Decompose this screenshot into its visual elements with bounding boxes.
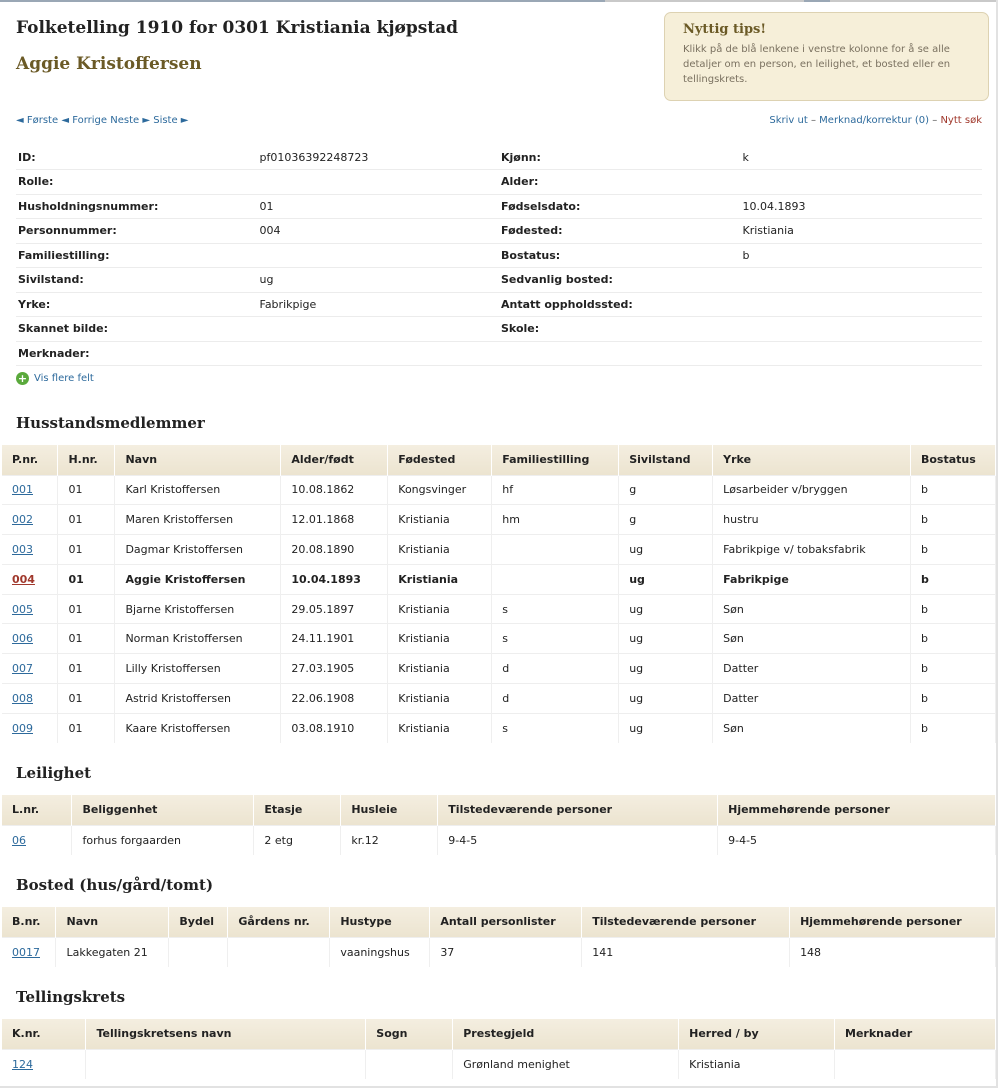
household-column-header: H.nr. [58,445,115,475]
apartment-cell [2,825,72,855]
residence-column-header: Hjemmehørende personer [790,907,996,937]
household-cell: Kristiania [388,624,492,654]
new-search-link[interactable]: Nytt søk [940,115,982,126]
show-more-fields-label[interactable]: Vis flere felt [34,373,94,384]
record-actions [769,115,982,126]
detail-value [741,292,983,317]
household-cell: 29.05.1897 [281,594,388,624]
page-title: Folketelling 1910 for 0301 Kristiania kjøpstad [16,18,459,38]
next-link[interactable]: Neste ► [110,115,151,126]
detail-label: Husholdningsnummer: [16,194,258,219]
household-cell: ug [619,654,713,684]
household-cell: hf [492,475,619,505]
household-cell: s [492,624,619,654]
household-cell: 01 [58,654,115,684]
table-row [2,475,996,505]
apartment-section-title: Leilighet [16,764,92,782]
table-row [2,684,996,714]
apartment-column-header: Tilstedeværende personer [438,795,718,825]
details-row [16,317,982,342]
apartment-cell: kr.12 [341,825,438,855]
district-column-header: Herred / by [679,1019,835,1049]
household-record-link[interactable]: 005 [12,602,33,616]
household-cell: Norman Kristoffersen [115,624,281,654]
household-cell: hm [492,505,619,535]
household-cell [2,564,58,594]
district-column-header: Tellingskretsens navn [86,1019,366,1049]
residence-table [2,907,996,967]
detail-value [258,317,500,342]
household-cell: 10.04.1893 [281,564,388,594]
detail-label: Fødested: [499,219,741,244]
household-cell: 01 [58,564,115,594]
household-cell: Aggie Kristoffersen [115,564,281,594]
details-row [16,292,982,317]
household-record-link[interactable]: 002 [12,513,33,527]
household-cell: 01 [58,713,115,743]
household-cell [2,654,58,684]
district-cell [366,1049,453,1079]
detail-value [741,341,983,366]
remark-link[interactable]: Merknad/korrektur (0) [819,115,930,126]
household-cell: 01 [58,505,115,535]
district-cell [86,1049,366,1079]
residence-cell [169,937,228,967]
detail-label: Skole: [499,317,741,342]
details-row [16,219,982,244]
table-row [2,564,996,594]
household-cell: 20.08.1890 [281,535,388,565]
household-cell: Astrid Kristoffersen [115,684,281,714]
household-cell: 01 [58,624,115,654]
table-row [2,937,996,967]
household-column-header: P.nr. [2,445,58,475]
detail-value: Fabrikpige [258,292,500,317]
household-cell: ug [619,564,713,594]
detail-label: ID: [16,145,258,170]
household-cell: s [492,713,619,743]
detail-value [741,170,983,195]
household-cell: Fabrikpige [713,564,911,594]
household-cell: b [910,505,995,535]
household-cell: b [910,654,995,684]
detail-label: Antatt oppholdssted: [499,292,741,317]
household-cell: ug [619,624,713,654]
apartment-cell: forhus forgaarden [72,825,254,855]
household-column-header: Bostatus [910,445,995,475]
residence-cell: 37 [430,937,582,967]
detail-value: 01 [258,194,500,219]
household-cell: b [910,535,995,565]
household-cell: Søn [713,624,911,654]
residence-section-title: Bosted (hus/gård/tomt) [16,876,214,894]
household-record-link[interactable]: 001 [12,483,33,497]
plus-circle-icon: + [17,372,28,385]
browser-tab-strip [0,0,605,2]
residence-column-header: Antall personlister [430,907,582,937]
household-cell: Kristiania [388,564,492,594]
household-record-link[interactable]: 004 [12,572,35,586]
residence-record-link[interactable]: 0017 [12,945,40,959]
household-cell [2,505,58,535]
table-row [2,535,996,565]
district-section-title: Tellingskrets [16,988,126,1006]
detail-label: Merknader: [16,341,258,366]
table-row [2,505,996,535]
household-cell [2,624,58,654]
household-cell: b [910,684,995,714]
details-row [16,243,982,268]
apartment-cell: 9-4-5 [718,825,996,855]
apartment-column-header: Etasje [254,795,341,825]
household-record-link[interactable]: 003 [12,542,33,556]
household-cell [2,475,58,505]
household-cell: ug [619,594,713,624]
household-cell: Kristiania [388,594,492,624]
table-row [2,624,996,654]
district-cell [835,1049,996,1079]
household-cell: ug [619,535,713,565]
residence-column-header: Tilstedeværende personer [582,907,790,937]
household-cell: Bjarne Kristoffersen [115,594,281,624]
household-cell: Kristiania [388,535,492,565]
table-row [2,825,996,855]
person-name-heading: Aggie Kristoffersen [16,54,202,74]
household-cell: Karl Kristoffersen [115,475,281,505]
detail-value: b [741,243,983,268]
household-cell: b [910,564,995,594]
first-link[interactable]: ◄ Første [16,115,59,126]
detail-label: Yrke: [16,292,258,317]
household-column-header: Yrke [713,445,911,475]
residence-cell: Lakkegaten 21 [56,937,169,967]
apartment-cell: 2 etg [254,825,341,855]
residence-cell [228,937,330,967]
browser-tab-strip-right [804,0,830,2]
household-cell: 27.03.1905 [281,654,388,684]
household-record-link[interactable]: 007 [12,662,33,676]
household-cell: 01 [58,684,115,714]
apartment-column-header: Hjemmehørende personer [718,795,996,825]
household-cell: Kristiania [388,505,492,535]
detail-value [258,170,500,195]
tips-text: Klikk på de blå lenkene i venstre kolonne for å se alle detaljer om en person, en leilighet, et bosted eller en tellingskrets. [683,44,951,85]
apartment-cell: 9-4-5 [438,825,718,855]
details-row [16,194,982,219]
household-cell: Søn [713,594,911,624]
household-cell: d [492,684,619,714]
last-link[interactable]: Siste ► [153,115,189,126]
detail-value: ug [258,268,500,293]
district-column-header: Prestegjeld [453,1019,679,1049]
detail-label: Bostatus: [499,243,741,268]
household-cell: ug [619,684,713,714]
separator: – [810,115,816,126]
household-cell: 22.06.1908 [281,684,388,714]
household-cell: 12.01.1868 [281,505,388,535]
household-cell [492,564,619,594]
table-row [2,713,996,743]
household-cell [2,594,58,624]
detail-label [499,341,741,366]
table-row [2,1049,996,1079]
household-column-header: Navn [115,445,281,475]
household-cell: 24.11.1901 [281,624,388,654]
household-cell: Kongsvinger [388,475,492,505]
detail-value: 10.04.1893 [741,194,983,219]
detail-label: Rolle: [16,170,258,195]
show-more-fields-link[interactable] [16,372,94,385]
detail-label: Skannet bilde: [16,317,258,342]
household-table [2,445,996,743]
apartment-column-header: L.nr. [2,795,72,825]
household-cell: Dagmar Kristoffersen [115,535,281,565]
household-cell: Maren Kristoffersen [115,505,281,535]
household-column-header: Alder/født [281,445,388,475]
household-cell: Datter [713,684,911,714]
residence-cell: 141 [582,937,790,967]
detail-value [258,341,500,366]
detail-label: Personnummer: [16,219,258,244]
household-cell: b [910,713,995,743]
household-cell: Kristiania [388,654,492,684]
residence-column-header: Gårdens nr. [228,907,330,937]
person-details-table [16,145,982,366]
district-table [2,1019,996,1079]
table-row [2,654,996,684]
previous-link[interactable]: ◄ Forrige [61,115,108,126]
tips-box [664,12,989,101]
detail-value [741,317,983,342]
household-record-link[interactable]: 008 [12,691,33,705]
household-cell: Lilly Kristoffersen [115,654,281,684]
record-pager [16,115,189,126]
household-column-header: Sivilstand [619,445,713,475]
apartment-column-header: Husleie [341,795,438,825]
apartment-record-link[interactable]: 06 [12,833,26,847]
district-record-link[interactable]: 124 [12,1057,33,1071]
household-cell: 03.08.1910 [281,713,388,743]
household-cell: d [492,654,619,684]
detail-label: Fødselsdato: [499,194,741,219]
details-row [16,341,982,366]
household-cell: Kaare Kristoffersen [115,713,281,743]
district-column-header: Sogn [366,1019,453,1049]
detail-value: k [741,145,983,170]
household-cell: b [910,475,995,505]
district-cell: Grønland menighet [453,1049,679,1079]
residence-cell [2,937,56,967]
details-row [16,170,982,195]
household-cell [492,535,619,565]
household-cell: ug [619,713,713,743]
details-row [16,268,982,293]
residence-cell: vaaningshus [330,937,430,967]
detail-value: Kristiania [741,219,983,244]
tips-title: Nyttig tips! [683,22,767,37]
detail-label: Kjønn: [499,145,741,170]
household-cell: 01 [58,594,115,624]
household-cell [2,713,58,743]
residence-column-header: B.nr. [2,907,56,937]
household-cell: b [910,624,995,654]
household-record-link[interactable]: 006 [12,632,33,646]
household-cell: 10.08.1862 [281,475,388,505]
residence-column-header: Hustype [330,907,430,937]
household-column-header: Fødested [388,445,492,475]
household-column-header: Familiestilling [492,445,619,475]
detail-value [741,268,983,293]
household-cell: Søn [713,713,911,743]
detail-value [258,243,500,268]
detail-value: pf01036392248723 [258,145,500,170]
household-cell: s [492,594,619,624]
household-cell: Kristiania [388,713,492,743]
details-row [16,145,982,170]
residence-column-header: Bydel [169,907,228,937]
detail-label: Sivilstand: [16,268,258,293]
household-section-title: Husstandsmedlemmer [16,414,205,432]
household-cell: Fabrikpige v/ tobaksfabrik [713,535,911,565]
household-cell: hustru [713,505,911,535]
household-cell: 01 [58,475,115,505]
household-record-link[interactable]: 009 [12,722,33,736]
detail-label: Alder: [499,170,741,195]
table-row [2,594,996,624]
household-cell [2,684,58,714]
residence-cell: 148 [790,937,996,967]
household-cell [2,535,58,565]
window-top-edge [0,0,998,2]
district-cell [2,1049,86,1079]
household-cell: Løsarbeider v/bryggen [713,475,911,505]
household-cell: g [619,505,713,535]
district-column-header: Merknader [835,1019,996,1049]
detail-value: 004 [258,219,500,244]
household-cell: g [619,475,713,505]
household-cell: Kristiania [388,684,492,714]
detail-label: Familiestilling: [16,243,258,268]
separator: – [932,115,938,126]
district-column-header: K.nr. [2,1019,86,1049]
household-cell: 01 [58,535,115,565]
detail-label: Sedvanlig bosted: [499,268,741,293]
household-cell: Datter [713,654,911,684]
apartment-column-header: Beliggenhet [72,795,254,825]
household-cell: b [910,594,995,624]
residence-column-header: Navn [56,907,169,937]
print-link[interactable]: Skriv ut [769,115,808,126]
district-cell: Kristiania [679,1049,835,1079]
apartment-table [2,795,996,855]
